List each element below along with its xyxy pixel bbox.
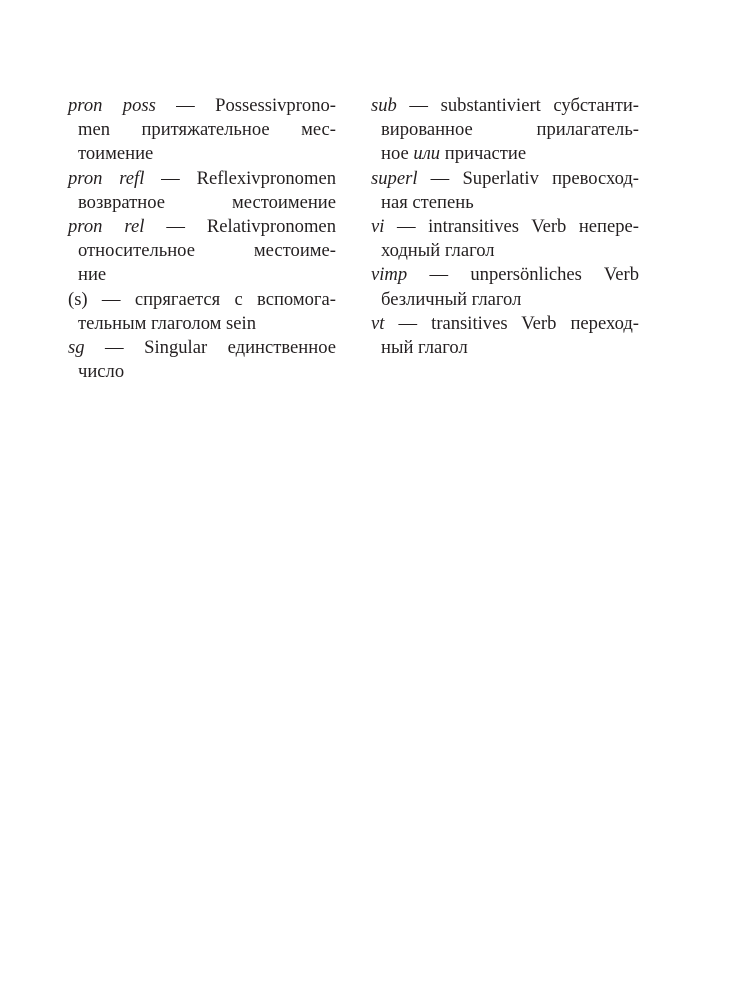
entry-line [68, 142, 336, 166]
entry-text: — transitives Verb переход- [384, 312, 639, 334]
entry-abbreviation: pron poss [68, 95, 156, 116]
entry-pron-refl [68, 167, 336, 215]
entry-line [68, 215, 336, 239]
entry-line [68, 312, 336, 336]
entry-line [68, 239, 336, 263]
entry-italic-word: или [413, 143, 441, 165]
entry-line [68, 288, 336, 312]
entry-line [371, 215, 639, 239]
entry-text: men притяжательное мес- [78, 119, 336, 141]
entry-text: ный глагол [381, 336, 468, 358]
entry-text: — intransitives Verb непере- [384, 215, 639, 237]
entry-abbreviation: vimp [371, 264, 408, 286]
abbreviations-left-column [68, 94, 336, 384]
abbreviations-right-column [371, 94, 639, 360]
entry-text: ное [381, 143, 414, 165]
entry-line [68, 167, 336, 191]
entry-line [68, 336, 336, 360]
entry-sg [68, 336, 336, 384]
entry-text: — substantiviert субстанти- [396, 95, 639, 116]
entry-text: — Singular единственное [84, 336, 336, 358]
entry-vt [371, 312, 639, 360]
entry-line [68, 118, 336, 142]
entry-s [68, 288, 336, 336]
entry-line [371, 263, 639, 287]
entry-sub [371, 94, 639, 167]
entry-line [371, 142, 639, 166]
entry-text: вированное прилагатель- [381, 119, 639, 141]
entry-abbreviation: vi [371, 215, 385, 237]
entry-text: число [78, 361, 125, 383]
entry-abbreviation: pron refl [68, 167, 145, 189]
entry-abbreviation: pron rel [68, 215, 145, 237]
entry-pron-poss [68, 94, 336, 167]
entry-line [68, 263, 336, 287]
entry-abbreviation: vt [371, 312, 385, 334]
entry-text: — Relativpronomen [144, 215, 336, 237]
entry-line [68, 360, 336, 384]
entry-superl [371, 167, 639, 215]
entry-text: (s) — спрягается с вспомога- [68, 288, 336, 310]
entry-line [371, 239, 639, 263]
entry-line [68, 94, 336, 118]
entry-text: — Reflexivpronomen [144, 167, 336, 189]
entry-text: относительное местоиме- [78, 240, 336, 262]
entry-line [371, 191, 639, 215]
entry-line [371, 167, 639, 191]
entry-text: безличный глагол [381, 288, 522, 310]
entry-pron-rel [68, 215, 336, 288]
entry-abbreviation: sub [371, 95, 397, 116]
entry-line [371, 312, 639, 336]
entry-line [68, 191, 336, 215]
entry-vi [371, 215, 639, 263]
entry-text: ходный глагол [381, 240, 495, 262]
entry-vimp [371, 263, 639, 311]
entry-abbreviation: superl [371, 167, 418, 189]
entry-text: тельным глаголом sein [78, 312, 257, 334]
entry-text: возвратное местоимение [78, 191, 336, 213]
entry-text: ная степень [381, 191, 474, 213]
entry-line [371, 336, 639, 360]
entry-line [371, 288, 639, 312]
entry-text: — Possessivprono- [155, 95, 336, 116]
entry-text: тоимение [78, 143, 154, 165]
entry-abbreviation: sg [68, 336, 85, 358]
entry-line [371, 94, 639, 118]
entry-text: — unpersönliches Verb [407, 264, 639, 286]
entry-text: причастие [440, 143, 527, 165]
entry-line [371, 118, 639, 142]
entry-text: — Superlativ превосход- [417, 167, 639, 189]
entry-text: ние [78, 264, 107, 286]
